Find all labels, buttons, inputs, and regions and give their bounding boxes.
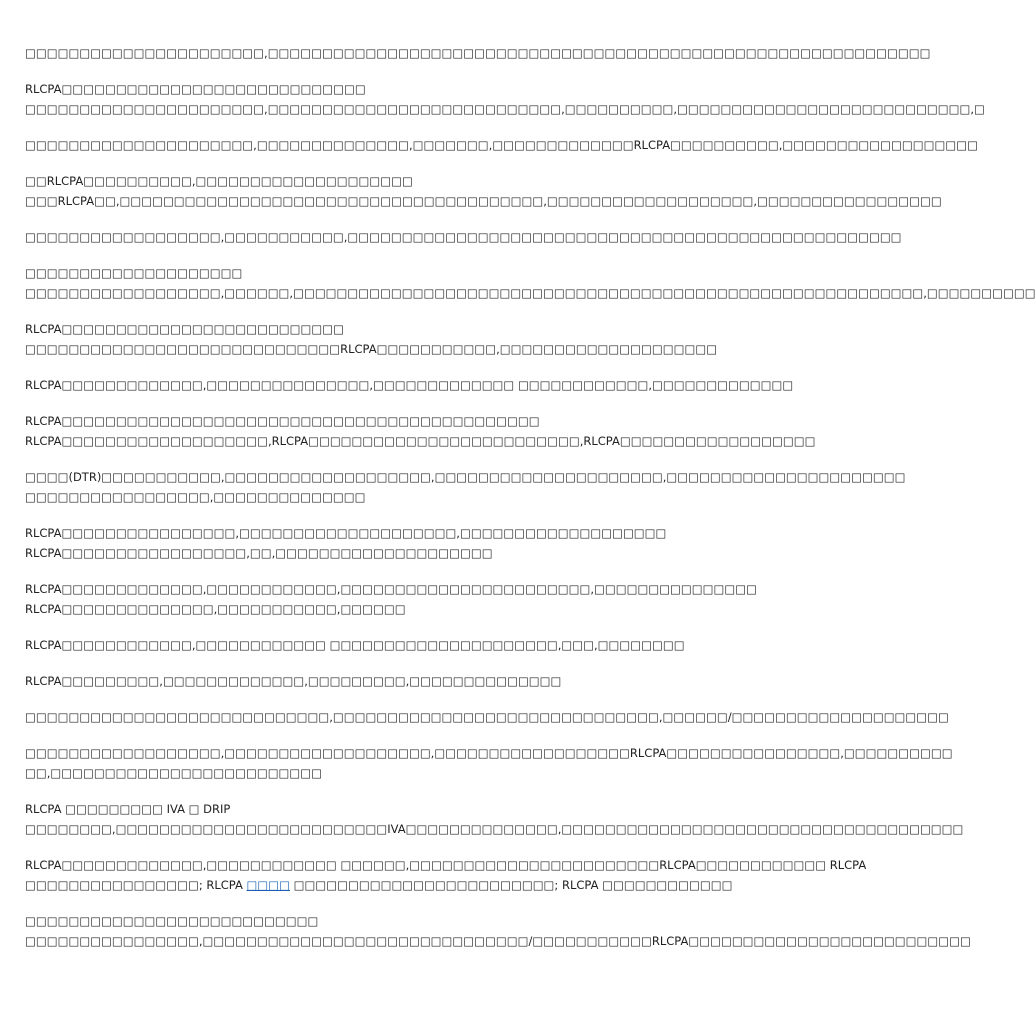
paragraph-heading: RLCPA□□□□□□□□□□□□□□□□□□□□□□□□□□: [25, 322, 344, 336]
paragraph-line: RLCPA□□□□□□□□□□□□□□□□□,□□,□□□□□□□□□□□□□□□□□□□□: [25, 546, 493, 560]
paragraph: [25, 911, 971, 951]
paragraph-heading: RLCPA□□□□□□□□□□□□□□□□□□□□□□□□□□□□□□□□□□□□□□□□□□□□: [25, 414, 540, 428]
paragraph-line: □□□RLCPA□□,□□□□□□□□□□□□□□□□□□□□□□□□□□□□□□□□□□□□□□□,□□□□□□□□□□□□□□□□□□□,□□□□□□□□□□□□□□□□□: [25, 194, 942, 208]
paragraph: [25, 523, 720, 563]
paragraph-line: □□□□□□□□□□□□□□□□□□,□□□□□□□□□□□,□□□□□□□□□□□□□□□□□□□□□□□□□□□□□□□□□□□□□□□□□□□□□□□□□□□: [25, 230, 902, 244]
paragraph: [25, 171, 942, 211]
paragraph: [25, 263, 1036, 303]
paragraph-line: □□□□□□□□□□□□□□□□□□,□□□□□□,□□□□□□□□□□□□□□□□□□□□□□□□□□□□□□□□□□□□□□□□□□□□□□□□□□□□□□□□□□,□□□□□□□□□□: [25, 286, 1036, 300]
paragraph-line: □□□□□□□□□□□□□□□□□,□□□□□□□□□□□□□□: [25, 490, 366, 504]
paragraph: [25, 855, 867, 895]
inline-link[interactable]: □□□□: [246, 878, 290, 892]
paragraph-heading: RLCPA□□□□□□□□□□□□□,□□□□□□□□□□□□,□□□□□□□□□□□□□□□□□□□□□□□,□□□□□□□□□□□□□□□: [25, 582, 757, 596]
paragraph: [25, 79, 985, 119]
paragraph-line: □□□□□□□□□□□□□□□□□□□□□□□□□□□□,□□□□□□□□□□□□□□□□□□□□□□□□□□□□□□,□□□□□□/□□□□□□□□□□□□□□□□□□□□: [25, 710, 949, 724]
paragraph: [25, 579, 757, 619]
paragraph-line: [25, 875, 733, 895]
paragraph: [25, 671, 720, 691]
paragraph-line: □□□□□□□□□□□□□□□□□□□□□□,□□□□□□□□□□□□□□□□□□□□□□□□□□□□□□□□□□□□□□□□□□□□□□□□□□□□□□□□□□□□□: [25, 46, 931, 60]
paragraph: [25, 43, 931, 63]
paragraph-heading: □□□□□□□□□□□□□□□□□□□□□□□□□□□: [25, 914, 319, 928]
paragraph-line: □□□□□□□□□□□□□□□□□□□□□,□□□□□□□□□□□□□□,□□□□□□□,□□□□□□□□□□□□□RLCPA□□□□□□□□□□,□□□□□□□□□□□□□□□□□□: [25, 138, 978, 152]
text-span: □□□□□□□□□□□□□□□□; RLCPA: [25, 878, 247, 892]
paragraph-line: □□□□□□□□□□□□□□□□,□□□□□□□□□□□□□□□□□□□□□□□□□□□□□□/□□□□□□□□□□□RLCPA□□□□□□□□□□□□□□□□□□□□□□□□□□: [25, 934, 971, 948]
paragraph: [25, 707, 949, 727]
text-span: □□□□□□□□□□□□□□□□□□□□□□□□; RLCPA □□□□□□□□□□□□: [290, 878, 733, 892]
paragraph-line: RLCPA□□□□□□□□□□□□□□□□□□□,RLCPA□□□□□□□□□□□□□□□□□□□□□□□□□,RLCPA□□□□□□□□□□□□□□□□□□: [25, 434, 816, 448]
paragraph-heading: RLCPA□□□□□□□□□□□□□□□□,□□□□□□□□□□□□□□□□□□□□,□□□□□□□□□□□□□□□□□□□: [25, 526, 667, 540]
paragraph-heading: □□□□□□□□□□□□□□□□□□,□□□□□□□□□□□□□□□□□□□,□□□□□□□□□□□□□□□□□□RLCPA□□□□□□□□□□□□□□□□,□□□□□□□□□□: [25, 746, 953, 760]
paragraph-line: RLCPA□□□□□□□□□□□□□,□□□□□□□□□□□□□□□,□□□□□□□□□□□□□ □□□□□□□□□□□□,□□□□□□□□□□□□□: [25, 378, 794, 392]
paragraph: [25, 743, 953, 783]
paragraph-line: □□□□□□□□□□□□□□□□□□□□□□□□□□□□□RLCPA□□□□□□□□□□□,□□□□□□□□□□□□□□□□□□□□: [25, 342, 718, 356]
paragraph-line: RLCPA□□□□□□□□□□□□□□,□□□□□□□□□□□,□□□□□□: [25, 602, 406, 616]
paragraph-line: RLCPA□□□□□□□□□,□□□□□□□□□□□□□,□□□□□□□□□,□□□□□□□□□□□□□□: [25, 674, 562, 688]
paragraph: [25, 635, 720, 655]
paragraph: [25, 799, 964, 839]
paragraph-line: □□□□□□□□□□□□□□□□□□□□□□,□□□□□□□□□□□□□□□□□□□□□□□□□□□,□□□□□□□□□□,□□□□□□□□□□□□□□□□□□□□□□□□□□□,□: [25, 102, 985, 116]
paragraph-line: RLCPA□□□□□□□□□□□□,□□□□□□□□□□□□ □□□□□□□□□□□□□□□□□□□□□,□□□,□□□□□□□□: [25, 638, 685, 652]
paragraph: [25, 411, 816, 451]
paragraph: [25, 375, 794, 395]
paragraph-line: [25, 855, 867, 875]
paragraph-heading: □□RLCPA□□□□□□□□□□,□□□□□□□□□□□□□□□□□□□□: [25, 174, 413, 188]
paragraph: [25, 227, 902, 247]
paragraph-line: □□,□□□□□□□□□□□□□□□□□□□□□□□□□: [25, 766, 323, 780]
paragraph-heading: RLCPA □□□□□□□□□ IVA □ DRIP: [25, 802, 231, 816]
paragraph: [25, 135, 978, 155]
paragraph-heading: □□□□(DTR)□□□□□□□□□□□,□□□□□□□□□□□□□□□□□□□,□□□□□□□□□□□□□□□□□□□□□,□□□□□□□□□□□□□□□□□□□□□□: [25, 470, 906, 484]
paragraph-line: □□□□□□□□,□□□□□□□□□□□□□□□□□□□□□□□□□IVA□□□□□□□□□□□□□□,□□□□□□□□□□□□□□□□□□□□□□□□□□□□□□□□□□□□□: [25, 822, 964, 836]
text-span: RLCPA□□□□□□□□□□□□□,□□□□□□□□□□□□ □□□□□□,□□□□□□□□□□□□□□□□□□□□□□□RLCPA□□□□□□□□□□□□ RLCPA: [25, 858, 867, 872]
paragraph: [25, 467, 906, 507]
paragraph-heading: RLCPA□□□□□□□□□□□□□□□□□□□□□□□□□□□□: [25, 82, 366, 96]
paragraph-heading: □□□□□□□□□□□□□□□□□□□□: [25, 266, 243, 280]
paragraph: [25, 319, 720, 359]
